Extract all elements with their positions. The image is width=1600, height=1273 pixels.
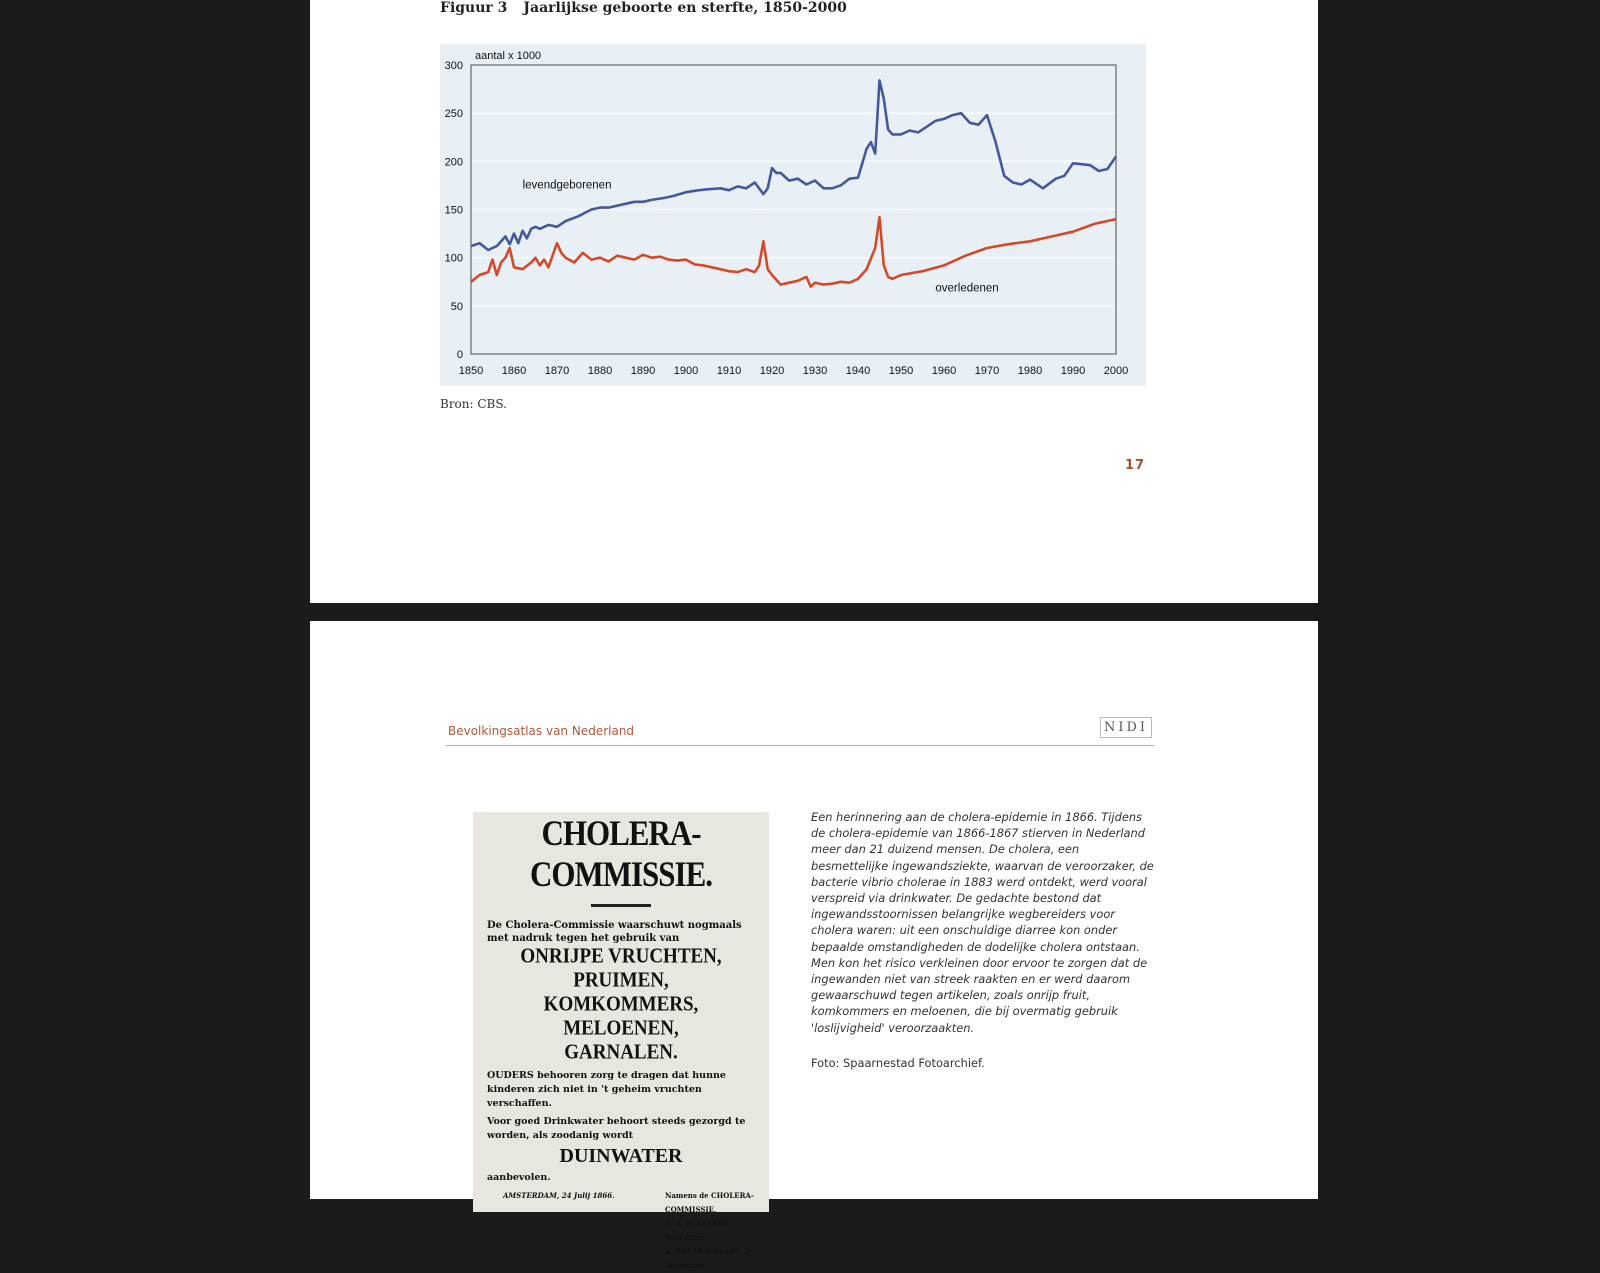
x-tick-label: 1950 bbox=[888, 365, 914, 377]
poster-item: GARNALEN. bbox=[564, 1040, 678, 1065]
x-tick-label: 2000 bbox=[1103, 365, 1129, 377]
x-tick-label: 1850 bbox=[458, 365, 484, 377]
poster-duinwater: DUINWATER bbox=[559, 1145, 683, 1167]
poster-aanbevolen: aanbevolen. bbox=[487, 1172, 551, 1183]
x-tick-label: 1910 bbox=[716, 365, 742, 377]
poster-footer bbox=[487, 1185, 769, 1270]
photo-caption: Een herinnering aan de cholera-epidemie in 1866. Tijdens de cholera-epidemie van 1866-1867 stierven in Nederland meer dan 21 duizend mensen. De cholera, een besmettelijke ingewandsziekte, waarvan de veroorzaker, de bacterie vibrio cholerae in 1883 werd ontdekt, werd vooral verspreid via drinkwater. De gedachte bestond dat ingewandsstoornissen belangrijke wegbereiders voor cholera waren: uit een onschuldige diarree kon onder bepaalde omstandigheden de dodelijke cholera ontstaan. Men kon het risico verkleinen door ervoor te zorgen dat de ingewanden niet van streek raakten en er werd daarom gewaarschuwd tegen artikelen, zoals onrijp fruit, komkommers en meloenen, die bij overmatig gebruik 'loslijvigheid' veroorzaakten. bbox=[811, 810, 1154, 1035]
header-rule bbox=[446, 745, 1154, 746]
figure-source: Bron: CBS. bbox=[440, 397, 507, 411]
page-number: 17 bbox=[1125, 458, 1146, 473]
y-tick-label: 250 bbox=[444, 108, 463, 121]
document-page-18 bbox=[310, 621, 1318, 1270]
poster-intro: De Cholera-Commissie waarschuwt nogmaals met nadruk tegen het gebruik van bbox=[487, 920, 742, 944]
poster-water-text: Voor goed Drinkwater behoort steeds gezorgd te worden, als zoodanig wordt bbox=[487, 1116, 746, 1141]
photo-credit: Foto: Spaarnestad Fotoarchief. bbox=[811, 1056, 985, 1070]
x-tick-label: 1940 bbox=[845, 365, 871, 377]
cholera-poster-image bbox=[473, 812, 769, 1270]
x-tick-label: 1970 bbox=[974, 365, 1000, 377]
poster-sig-3: A. ROLAND HOLST, 2e Secretaris. bbox=[665, 1247, 754, 1270]
x-tick-label: 1900 bbox=[673, 365, 699, 377]
series-label-overledenen: overledenen bbox=[935, 282, 999, 295]
figure-title-text: Jaarlijkse geboorte en sterfte, 1850-2000 bbox=[523, 0, 847, 16]
document-page-17 bbox=[310, 0, 1318, 603]
x-tick-label: 1960 bbox=[931, 365, 957, 377]
chart-area bbox=[440, 44, 1146, 386]
birth-death-line-chart bbox=[440, 44, 1146, 386]
poster-item: MELOENEN, bbox=[563, 1016, 679, 1041]
poster-headline: CHOLERA-COMMISSIE. bbox=[529, 812, 713, 895]
x-tick-label: 1920 bbox=[759, 365, 785, 377]
x-tick-label: 1890 bbox=[630, 365, 656, 377]
nidi-logo bbox=[1100, 717, 1152, 738]
nidi-logo-text: NIDI bbox=[1100, 717, 1152, 738]
x-tick-label: 1980 bbox=[1017, 365, 1043, 377]
x-tick-label: 1870 bbox=[544, 365, 570, 377]
x-tick-label: 1860 bbox=[501, 365, 527, 377]
poster-sig-2: G. A. N. ALLEBÉ, Voorzitter. bbox=[665, 1219, 732, 1242]
poster-item: PRUIMEN, bbox=[573, 968, 669, 993]
y-axis-label: aantal x 1000 bbox=[475, 50, 542, 62]
poster-item: ONRIJPE VRUCHTEN, bbox=[520, 944, 722, 969]
poster-date: AMSTERDAM, 24 Julij 1866. bbox=[503, 1191, 615, 1200]
figure-title bbox=[440, 0, 847, 16]
y-tick-label: 150 bbox=[444, 204, 463, 217]
y-tick-label: 300 bbox=[444, 60, 463, 72]
x-tick-label: 1990 bbox=[1060, 365, 1086, 377]
series-label-levendgeborenen: levendgeborenen bbox=[522, 179, 612, 192]
y-tick-label: 0 bbox=[456, 349, 463, 361]
y-tick-label: 100 bbox=[444, 252, 463, 265]
running-head: Bevolkingsatlas van Nederland bbox=[448, 724, 635, 738]
y-tick-label: 200 bbox=[444, 156, 463, 169]
poster-sig-1: Namens de CHOLERA-COMMISSIE, bbox=[665, 1191, 754, 1214]
poster-divider bbox=[591, 904, 651, 907]
poster-item: KOMKOMMERS, bbox=[543, 992, 699, 1017]
poster-parents-text: OUDERS behooren zorg te dragen dat hunne kinderen zich niet in 't geheim vruchten verschaffen. bbox=[487, 1070, 726, 1109]
figure-label: Figuur 3 bbox=[440, 0, 508, 16]
y-tick-label: 50 bbox=[450, 300, 463, 313]
x-tick-label: 1880 bbox=[587, 365, 613, 377]
poster-signatures bbox=[665, 1189, 769, 1273]
x-tick-label: 1930 bbox=[802, 365, 828, 377]
